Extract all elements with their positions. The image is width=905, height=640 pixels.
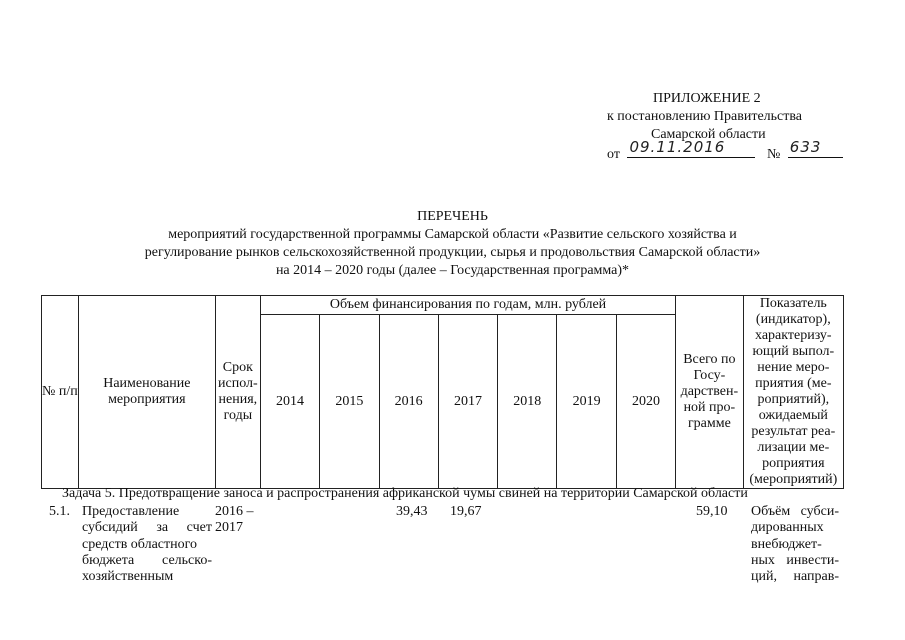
header-term: Срок испол-нения, годы [215,296,260,489]
row-indicator-line: ных инвести- [751,552,839,568]
activities-table [41,295,844,489]
row-indicator-line: внебюджет- [751,536,822,552]
header-indicator: Показатель (индикатор), характеризу-ющий выпол-нение меро-приятия (ме-роприятий), ожидаемый результат реа-лизации ме-роприятия (мероприятий) [743,296,843,489]
title-heading: ПЕРЕЧЕНЬ [417,209,488,224]
header-year: 2015 [320,315,379,489]
row-indicator-line: ций, направ- [751,569,839,585]
header-year: 2014 [260,315,319,489]
appendix-title: ПРИЛОЖЕНИЕ 2 [653,91,761,106]
date-prefix: от [607,147,620,162]
row-name-line: хозяйственным [82,569,174,585]
row-value-2017: 19,67 [450,504,482,519]
row-term-line: 2017 [215,520,243,536]
title-line-3: на 2014 – 2020 годы (далее – Государственная программа)* [275,263,630,278]
date-field [627,138,755,158]
header-year: 2020 [616,315,675,489]
title-line-2: регулирование рынков сельскохозяйственной продукции, сырья и продовольствия Самарской области» [144,245,761,260]
number-prefix: № [766,147,781,162]
task-heading: Задача 5. Предотвращение заноса и распространения африканской чумы свиней на территории Самарской области [62,486,748,501]
header-year: 2017 [438,315,497,489]
handwritten-date: 09.11.2016 [629,138,726,156]
document-title [0,208,905,280]
row-value-2016: 39,43 [396,504,428,519]
row-indicator-line: дированных [751,520,824,536]
handwritten-number: 633 [789,138,822,156]
row-number: 5.1. [49,504,70,519]
header-name: Наименование мероприятия [78,296,215,489]
header-year: 2016 [379,315,438,489]
row-total: 59,10 [696,504,728,519]
row-term-line: 2016 – [215,504,254,519]
row-name-line: бюджета сельско- [82,552,212,568]
row-name-line: субсидий за счет [82,520,212,536]
row-indicator [751,504,839,585]
row-name-line: средств областного [82,536,198,552]
row-indicator-line: Объём субси- [751,504,839,519]
row-name-line: Предоставление [82,504,180,519]
number-field [788,138,843,158]
header-year: 2019 [557,315,616,489]
row-name [82,504,212,585]
appendix-decree: к постановлению Правительства [607,109,803,124]
header-num: № п/п [42,296,79,489]
header-total: Всего по Госу-дарствен-ной про-грамме [676,296,744,489]
header-year: 2018 [498,315,557,489]
row-term [215,504,254,537]
title-line-1: мероприятий государственной программы Самарской области «Развитие сельского хозяйства и [168,227,737,242]
appendix-date-line [607,138,843,164]
appendix-region: Самарской области [651,127,766,142]
header-financing: Объем финансирования по годам, млн. рублей [260,296,675,315]
